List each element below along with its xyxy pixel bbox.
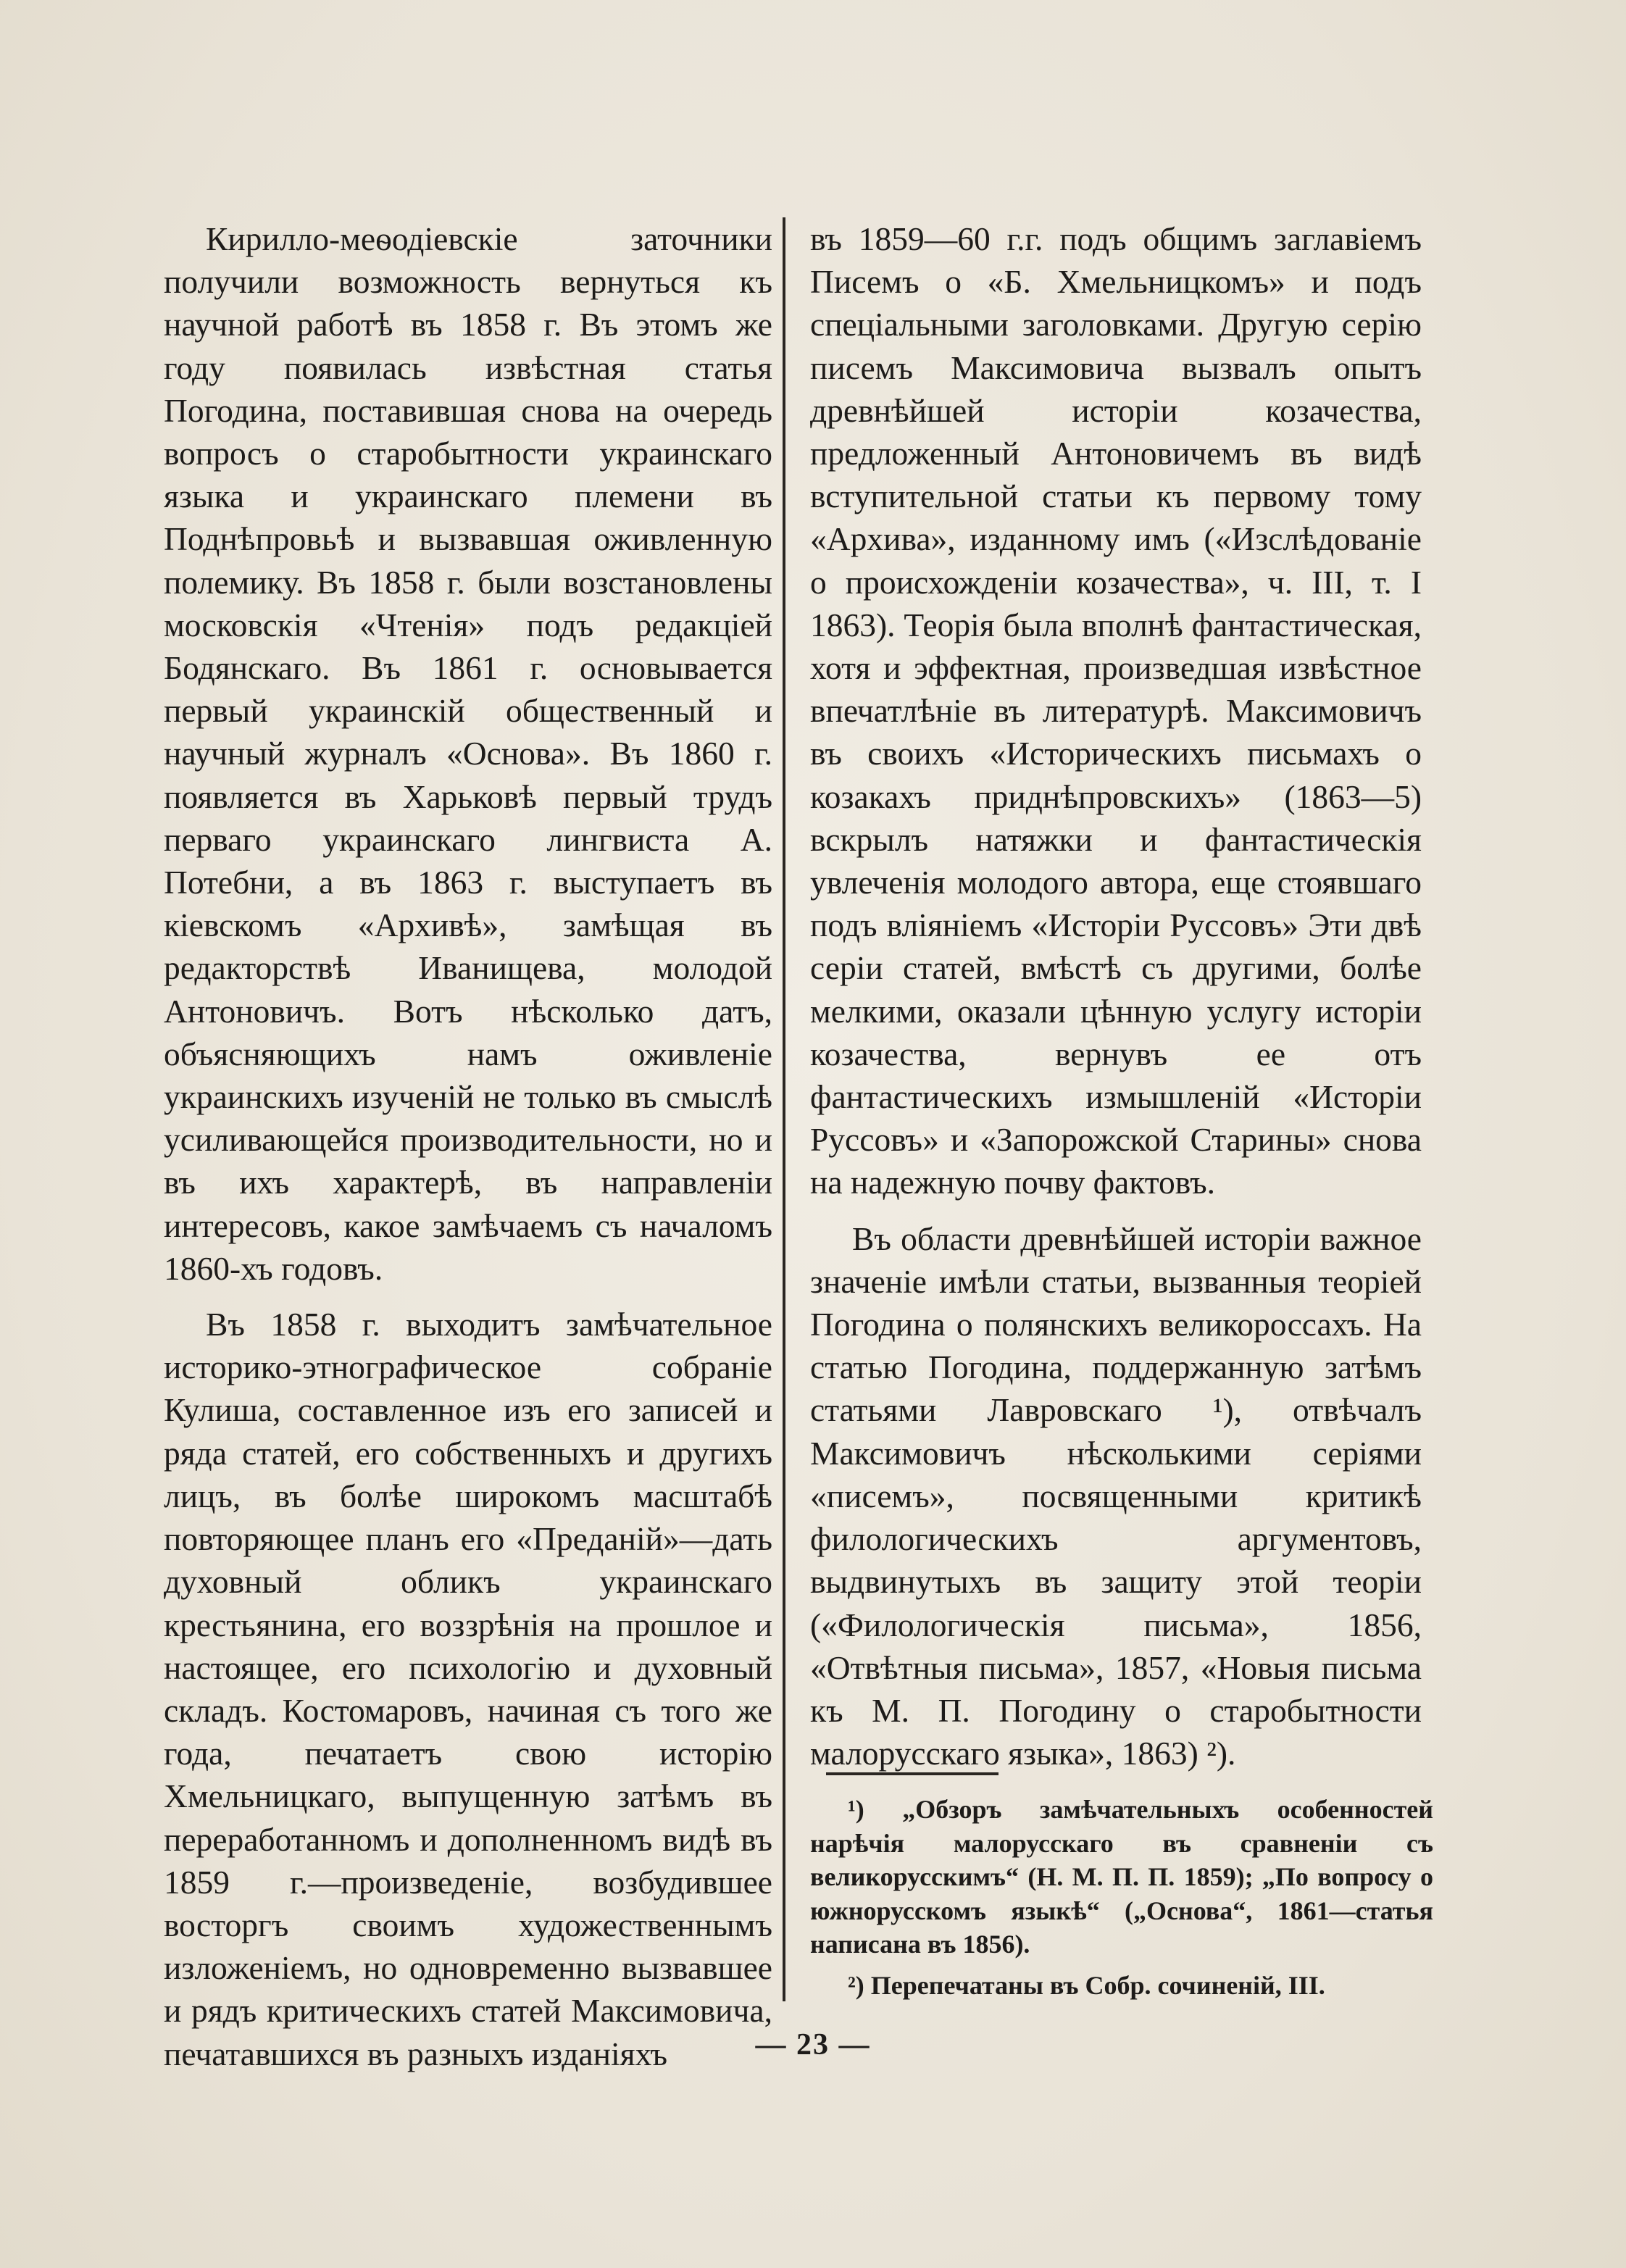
right-paragraph-1: въ 1859—60 г.г. подъ общимъ заглавіемъ Писемъ о «Б. Хмельницкомъ» и подъ спеціальными заголовками. Другую серію писемъ Максимовича вызвалъ опытъ древнѣйшей исторіи козачества, предложенный Антоновичемъ въ видѣ вступительной статьи къ первому тому «Архива», изданному имъ («Изслѣдованіе о происхожденіи козачества», ч. III, т. I 1863). Теорія была вполнѣ фантастическая, хотя и эффектная, произведшая извѣстное впечатлѣніе въ литературѣ. Максимовичъ въ своихъ «Историческихъ письмахъ о козакахъ приднѣпровскихъ» (1863—5) вскрылъ натяжки и фантастическія увлеченія молодого автора, еще стоявшаго подъ вліяніемъ «Исторіи Руссовъ» Эти двѣ серіи статей, вмѣстѣ съ другими, болѣе мелкими, оказали цѣнную услугу исторіи козачества, вернувъ ее отъ фантастическихъ измышленій «Исторіи Руссовъ» и «Запорожской Старины» снова на надежную почву фактовъ. [810, 220, 1422, 1201]
footnote-2: ²) Перепечатаны въ Собр. сочиненій, III. [848, 1970, 1325, 2000]
left-paragraph-2: Въ 1858 г. выходитъ замѣчательное историко-этнографическое собраніе Кулиша, составленное изъ его записей и ряда статей, его собственныхъ и другихъ лицъ, въ болѣе широкомъ масштабѣ повторяющее планъ его «Преданій»—дать духовный обликъ украинскаго крестьянина, его воззрѣнія на прошлое и настоящее, его психологію и духовный складъ. Костомаровъ, начиная съ того же года, печатаетъ свою исторію Хмельницкаго, выпущенную затѣмъ въ переработанномъ и дополненномъ видѣ въ 1859 г.—произведеніе, возбудившее восторгъ своимъ художественнымъ изложеніемъ, но одновременно вызвавшее и рядъ критическихъ статей Максимовича, печатавшихся въ разныхъ изданіяхъ [164, 1306, 772, 2072]
column-divider [783, 217, 785, 2001]
right-paragraph-2: Въ области древнѣйшей исторіи важное значеніе имѣли статьи, вызванныя теоріей Погодина о полянскихъ великороссахъ. На статью Погодина, поддержанную затѣмъ статьями Лавровскаго ¹), отвѣчалъ Максимовичъ нѣсколькими серіями «писемъ», посвященными критикѣ филологическихъ аргументовъ, выдвинутыхъ въ защиту этой теоріи («Филологическія письма», 1856, «Отвѣтныя письма», 1857, «Новыя письма къ М. П. Погодину о старобытности малорусскаго языка», 1863) ²). [810, 1220, 1422, 1772]
right-column [810, 217, 1422, 1775]
left-column [164, 217, 772, 2075]
page-number: — 23 — [755, 2028, 871, 2061]
footnote-rule [826, 1772, 998, 1775]
left-paragraph-1: Кирилло-меѳодіевскіе заточники получили возможность вернуться къ научной работѣ въ 1858 г. Въ этомъ же году появилась извѣстная статья Погодина, поставившая снова на очередь вопросъ о старобытности украинскаго языка и украинскаго племени въ Поднѣпровьѣ и вызвавшая оживленную полемику. Въ 1858 г. были возстановлены московскія «Чтенія» подъ редакціей Бодянскаго. Въ 1861 г. основывается первый украинскій общественный и научный журналъ «Основа». Въ 1860 г. появляется въ Харьковѣ первый трудъ перваго украинскаго лингвиста А. Потебни, а въ 1863 г. выступаетъ въ кіевскомъ «Архивѣ», замѣщая въ редакторствѣ Иванищева, молодой Антоновичъ. Вотъ нѣсколько датъ, объясняющихъ намъ оживленіе украинскихъ изученій не только въ смыслѣ усиливающейся производительности, но и въ ихъ характерѣ, въ направленіи интересовъ, какое замѣчаемъ съ началомъ 1860-хъ годовъ. [164, 220, 772, 1287]
footnote-1: ¹) „Обзоръ замѣчательныхъ особенностей нарѣчія малорусскаго въ сравненіи съ великорусскимъ“ (Н. М. П. П. 1859); „По вопросу о южнорусскомъ языкѣ“ („Основа“, 1861—статья написана въ 1856). [810, 1795, 1433, 1959]
footnotes [810, 1793, 1433, 2002]
